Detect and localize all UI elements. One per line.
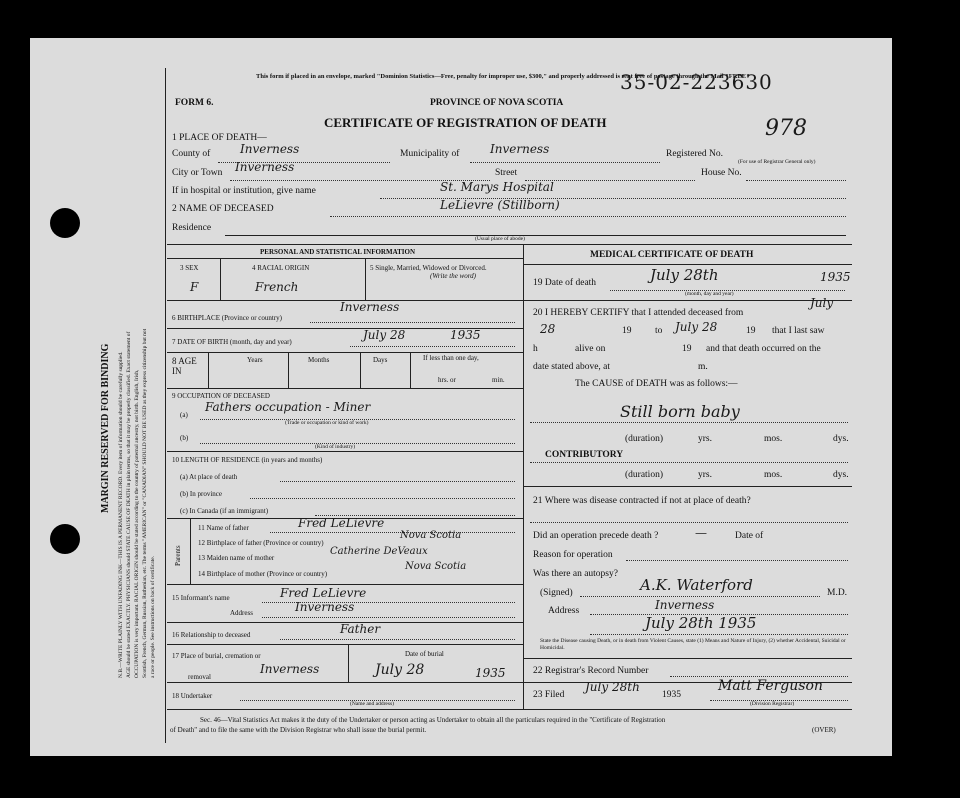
signed-label: (Signed) — [540, 588, 573, 598]
duration-1: (duration) — [625, 434, 663, 444]
dob-value: July 28 — [363, 328, 406, 342]
alive-on-label: alive on — [575, 344, 606, 354]
attended-from-day: 28 — [540, 322, 556, 336]
center-divider — [523, 244, 524, 709]
birthplace-label: 6 BIRTHPLACE (Province or country) — [172, 314, 283, 322]
operation-value: — — [695, 526, 707, 540]
physician-address-value: Inverness — [655, 598, 715, 612]
burial-label-line2: removal — [188, 673, 211, 681]
city-value: Inverness — [235, 160, 295, 174]
occupation-value: Fathers occupation - Miner — [205, 400, 371, 414]
mos-1: mos. — [764, 434, 783, 444]
table-top-border — [167, 244, 852, 245]
occupation-label: 9 OCCUPATION OF DECEASED — [172, 392, 270, 400]
yrs-1: yrs. — [698, 434, 712, 444]
autopsy-label: Was there an autopsy? — [533, 569, 618, 579]
physician-address-label: Address — [548, 606, 580, 616]
age-years-label: Years — [247, 356, 263, 364]
footer-sec46: Sec. 46—Vital Statistics Act makes it the duty of the Undertaker or person acting as Undertaker to obtain all the particulars required in the "Certificate of Registration — [200, 716, 666, 724]
house-label: House No. — [701, 168, 742, 178]
md-label: M.D. — [827, 588, 848, 598]
undertaker-note: (Name and address) — [350, 701, 394, 707]
burial-date-label: Date of burial — [405, 650, 444, 658]
marital-note: (Write the word) — [430, 272, 477, 280]
division-registrar-signature: Matt Ferguson — [718, 678, 823, 694]
province-name: PROVINCE OF NOVA SCOTIA — [430, 98, 564, 108]
industry-note: (Kind of industry) — [315, 444, 356, 450]
informant-address-label: Address — [230, 609, 253, 617]
margin-instruction-5: a race or people. See instructions on back of certificate. — [150, 555, 156, 678]
father-birthplace-value: Nova Scotia — [400, 530, 462, 541]
residence-length-label: 10 LENGTH OF RESIDENCE (in years and months) — [172, 456, 323, 464]
nineteen-1: 19 — [622, 326, 632, 336]
less-than-day-label: If less than one day, — [423, 354, 479, 362]
mother-label: 13 Maiden name of mother — [198, 554, 275, 562]
father-label: 11 Name of father — [198, 524, 249, 532]
dys-1: dys. — [833, 434, 849, 444]
residence-label: Residence — [172, 223, 212, 233]
yrs-2: yrs. — [698, 470, 712, 480]
res-in-province: (b) In province — [180, 490, 222, 498]
registered-label: Registered No. — [666, 149, 723, 159]
registrar-general-note: (For use of Registrar General only) — [738, 159, 816, 165]
municipality-line — [470, 162, 660, 163]
occupation-a: (a) — [180, 411, 188, 419]
binding-hole-top — [50, 208, 80, 238]
death-occurred-label: and that death occurred on the — [706, 344, 821, 354]
residence-note: (Usual place of abode) — [475, 236, 525, 242]
reason-label: Reason for operation — [533, 550, 613, 560]
date-of-death-year: 1935 — [820, 270, 851, 284]
page-title: CERTIFICATE OF REGISTRATION OF DEATH — [324, 115, 607, 130]
burial-year-value: 1935 — [475, 666, 506, 680]
postage-notice: This form if placed in an envelope, marked "Dominion Statistics—Free, penalty for improper use, $300," and properly addressed is sent free of postage through the Mail "FREE" — [256, 73, 750, 80]
death-certificate — [30, 38, 892, 756]
margin-binding-label: MARGIN RESERVED FOR BINDING — [100, 343, 111, 513]
res-at-place: (a) At place of death — [180, 473, 238, 481]
contracted-label: 21 Where was disease contracted if not at place of death? — [533, 496, 751, 506]
mos-2: mos. — [764, 470, 783, 480]
residence-line — [225, 235, 846, 236]
operation-label: Did an operation precede death ? — [533, 531, 659, 541]
filed-value: July 28th — [585, 680, 640, 694]
margin-instruction-4: Scottish, French, German, Russian, Ruthenian, etc. The terms "AMERICAN" or "CANADIAN" SHOULD NOT BE USED as they express citizenship but not — [142, 328, 148, 678]
deceased-name-label: 2 NAME OF DECEASED — [172, 204, 274, 214]
parents-label: Parents — [174, 545, 182, 566]
certify-label: 20 I HEREBY CERTIFY that I attended deceased from — [533, 308, 744, 318]
duration-2: (duration) — [625, 470, 663, 480]
signed-date-value: July 28th 1935 — [645, 614, 757, 632]
occupation-b: (b) — [180, 434, 189, 442]
deceased-name-value: LeLievre (Stillborn) — [440, 198, 560, 212]
registrar-record-label: 22 Registrar's Record Number — [533, 666, 649, 676]
racial-origin-label: 4 RACIAL ORIGIN — [252, 264, 310, 272]
margin-divider — [165, 68, 166, 743]
occupation-note: (Trade or occupation or kind of work) — [285, 420, 369, 426]
age-label: 8 AGE IN — [172, 356, 197, 376]
age-months-label: Months — [308, 356, 330, 364]
medical-heading: MEDICAL CERTIFICATE OF DEATH — [590, 250, 754, 260]
date-of-label: Date of — [735, 531, 764, 541]
mother-value: Catherine DeVeaux — [330, 546, 428, 557]
marital-label: 5 Single, Married, Widowed or Divorced. — [370, 264, 487, 272]
municipality-label: Municipality of — [400, 149, 460, 159]
registration-stamp: 35-02-223630 — [620, 70, 773, 94]
attended-to-date: July 28 — [675, 320, 718, 334]
signed-value: A.K. Waterford — [640, 576, 753, 594]
margin-instruction-2: AGE should be stated EXACTLY. PHYSICIANS should STATE CAUSE OF DEATH in plain terms, so that it may be properly classified. Exact statement of — [126, 331, 132, 678]
mother-birthplace-label: 14 Birthplace of mother (Province or country) — [198, 570, 328, 578]
filed-label: 23 Filed — [533, 690, 565, 700]
informant-label: 15 Informant's name — [172, 594, 230, 602]
violent-causes-note: State the Disease causing Death, or in death from Violent Causes, state (1) Means and Nature of Injury, (2) whether Accidental, Suicidal or Homicidal. — [540, 638, 846, 651]
burial-place-value: Inverness — [260, 662, 320, 676]
dob-year: 1935 — [450, 328, 481, 342]
cause-label: The CAUSE of DEATH was as follows:— — [575, 379, 738, 389]
sex-value: F — [190, 280, 199, 294]
mother-birthplace-value: Nova Scotia — [405, 561, 467, 572]
attended-from-month: July — [810, 296, 834, 310]
date-of-death-label: 19 Date of death — [533, 278, 597, 288]
place-of-death-heading: 1 PLACE OF DEATH— — [172, 133, 267, 143]
house-line — [746, 180, 846, 181]
nineteen-3: 19 — [682, 344, 692, 354]
city-label: City or Town — [172, 168, 223, 178]
dys-2: dys. — [833, 470, 849, 480]
father-value: Fred LeLievre — [298, 516, 385, 530]
county-value: Inverness — [240, 142, 300, 156]
filed-year: 1935 — [662, 690, 681, 700]
informant-address-value: Inverness — [295, 600, 355, 614]
date-of-death-note: (month, day and year) — [685, 291, 734, 297]
binding-hole-bottom — [50, 524, 80, 554]
form-number: FORM 6. — [175, 98, 214, 108]
burial-label-line1: 17 Place of burial, cremation or — [172, 652, 261, 660]
nineteen-2: 19 — [746, 326, 756, 336]
sex-label: 3 SEX — [180, 264, 199, 272]
burial-date-value: July 28 — [375, 662, 425, 678]
deceased-name-line — [330, 216, 846, 217]
birthplace-value: Inverness — [340, 300, 400, 314]
hospital-label: If in hospital or institution, give name — [172, 186, 316, 196]
relationship-label: 16 Relationship to deceased — [172, 631, 251, 639]
h-label: h — [533, 344, 538, 354]
personal-heading: PERSONAL AND STATISTICAL INFORMATION — [260, 248, 416, 256]
date-of-death-value: July 28th — [650, 266, 719, 284]
dob-label: 7 DATE OF BIRTH (month, day and year) — [172, 338, 292, 346]
margin-instruction-1: N.B.—WRITE PLAINLY WITH UNFADING INK—THIS IS A PERMANENT RECORD. Every item of information should be carefully supplied. — [118, 351, 124, 678]
registered-number: 978 — [765, 116, 807, 141]
relationship-value: Father — [340, 622, 381, 636]
county-label: County of — [172, 149, 211, 159]
contributory-label: CONTRIBUTORY — [545, 450, 624, 460]
to-label: to — [655, 326, 663, 336]
informant-value: Fred LeLievre — [280, 586, 367, 600]
age-days-label: Days — [373, 356, 388, 364]
footer-sec46-cont: of Death" and to file the same with the Division Registrar who shall issue the burial permit. — [170, 726, 427, 734]
father-birthplace-label: 12 Birthplace of father (Province or country) — [198, 539, 324, 547]
cause-value: Still born baby — [620, 402, 740, 421]
municipality-value: Inverness — [490, 142, 550, 156]
street-label: Street — [495, 168, 518, 178]
undertaker-label: 18 Undertaker — [172, 692, 213, 700]
min-label: min. — [492, 376, 505, 384]
date-stated-label: date stated above, at — [533, 362, 611, 372]
racial-origin-value: French — [255, 280, 299, 294]
division-registrar-note: (Division Registrar) — [750, 701, 795, 707]
m-label: m. — [698, 362, 708, 372]
last-saw-label: that I last saw — [772, 326, 825, 336]
hrs-label: hrs. or — [438, 376, 456, 384]
res-in-canada: (c) In Canada (if an immigrant) — [180, 507, 269, 515]
hospital-value: St. Marys Hospital — [440, 180, 554, 194]
footer-over: (OVER) — [812, 726, 836, 734]
margin-instruction-3: OCCUPATION is very important. RACIAL ORIGIN should be stated according to the country of paternal ancestry, not birth. English, Irish, — [134, 369, 140, 678]
